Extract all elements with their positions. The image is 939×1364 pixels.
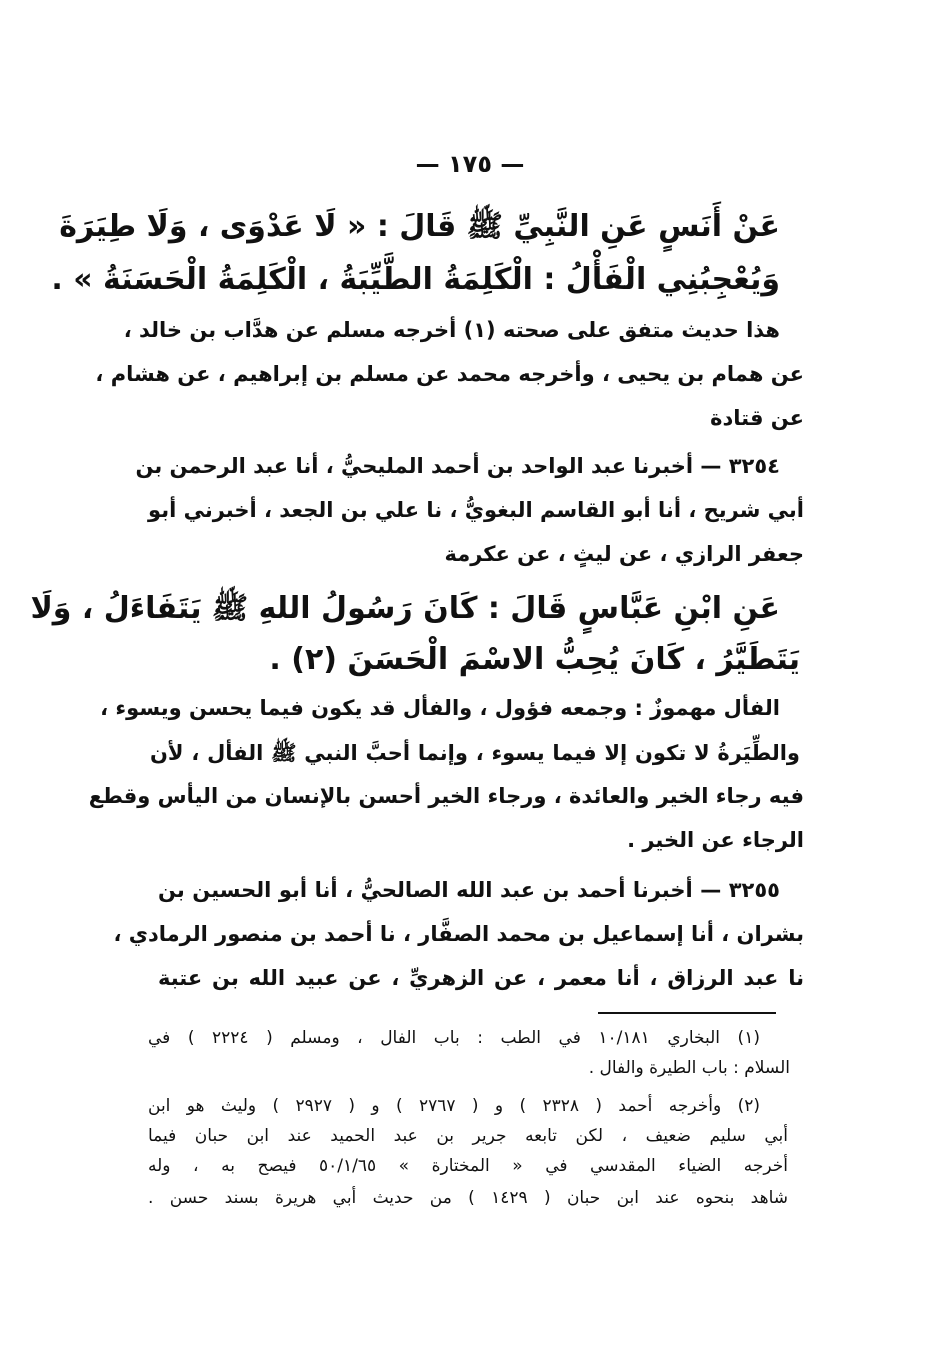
- isnad-line: ٣٢٥٥ — أخبرنا أحمد بن عبد الله الصالحيُّ ، أنا أبو الحسين بن: [158, 878, 780, 902]
- isnad-line: أبي شريح ، أنا أبو القاسم البغويُّ ، نا علي بن الجعد ، أخبرني أبو: [148, 498, 804, 522]
- footnote-line: شاهد بنحوه عند ابن حبان ( ١٤٢٩ ) من حديث أبي هريرة بسند حسن .: [148, 1188, 788, 1208]
- commentary-line: والطِّيَرةُ لا تكون إلا فيما يسوء ، وإنما أحبَّ النبي ﷺ الفأل ، لأن: [150, 741, 800, 765]
- isnad-line: ٣٢٥٤ — أخبرنا عبد الواحد بن أحمد المليحيُّ ، أنا عبد الرحمن بن: [135, 454, 780, 478]
- footnote-separator: [598, 1012, 776, 1014]
- footnote-line: أبي سليم ضعيف ، لكن تابعه جرير بن عبد الحميد عند ابن حبان فيما: [148, 1126, 788, 1146]
- isnad-line: بشران ، أنا إسماعيل بن محمد الصفَّار ، نا أحمد بن منصور الرمادي ،: [113, 922, 804, 946]
- footnote-line: (٢) وأخرجه أحمد ( ٢٣٢٨ ) و ( ٢٧٦٧ ) و ( ٢٩٢٧ ) وليث هو ابن: [148, 1096, 760, 1116]
- hadith-text-line: يَتَطَيَّرُ ، كَانَ يُحِبُّ الاسْمَ الْحَسَنَ (٢) .: [269, 642, 800, 677]
- footnote-line: أخرجه الضياء المقدسي في « المختارة » ٥٠/١/٦٥ فيصح به ، وله: [148, 1156, 788, 1176]
- commentary-line: الفأل مهموزٌ : وجمعه فؤول ، والفأل قد يكون فيما يحسن ويسوء ،: [100, 696, 780, 720]
- commentary-line: عن همام بن يحيى ، وأخرجه محمد عن مسلم بن إبراهيم ، عن هشام ،: [95, 362, 804, 386]
- isnad-line: جعفر الرازي ، عن ليثٍ ، عن عكرمة: [444, 542, 804, 566]
- hadith-text-line: عَنِ ابْنِ عَبَّاسٍ قَالَ : كَانَ رَسُولُ اللهِ ﷺ يَتَفَاءَلُ ، وَلَا: [30, 591, 780, 626]
- commentary-line: هذا حديث متفق على صحته (١) أخرجه مسلم عن هدَّاب بن خالد ،: [123, 318, 780, 342]
- hadith-text-line: عَنْ أَنَسٍ عَنِ النَّبِيِّ ﷺ قَالَ : « لَا عَدْوَى ، وَلَا طِيَرَةَ: [59, 209, 780, 244]
- footnote-line: السلام : باب الطيرة والفال .: [588, 1058, 790, 1078]
- commentary-line: عن قتادة: [710, 406, 804, 430]
- hadith-text-line: وَيُعْجِبُنِي الْفَأْلُ : الْكَلِمَةُ الطَّيِّبَةُ ، الْكَلِمَةُ الْحَسَنَةُ » .: [51, 262, 780, 297]
- footnote-line: (١) البخاري ١٠/١٨١ في الطب : باب الفال ، ومسلم ( ٢٢٢٤ ) في: [148, 1028, 760, 1048]
- commentary-line: فيه رجاء الخير والعائدة ، ورجاء الخير أحسن بالإنسان من اليأس وقطع: [88, 784, 804, 808]
- page-number: — ١٧٥ —: [415, 150, 525, 178]
- commentary-line: الرجاء عن الخير .: [627, 828, 804, 852]
- isnad-line: نا عبد الرزاق ، أنا معمر ، عن الزهريِّ ، عن عبيد الله بن عتبة: [158, 966, 804, 990]
